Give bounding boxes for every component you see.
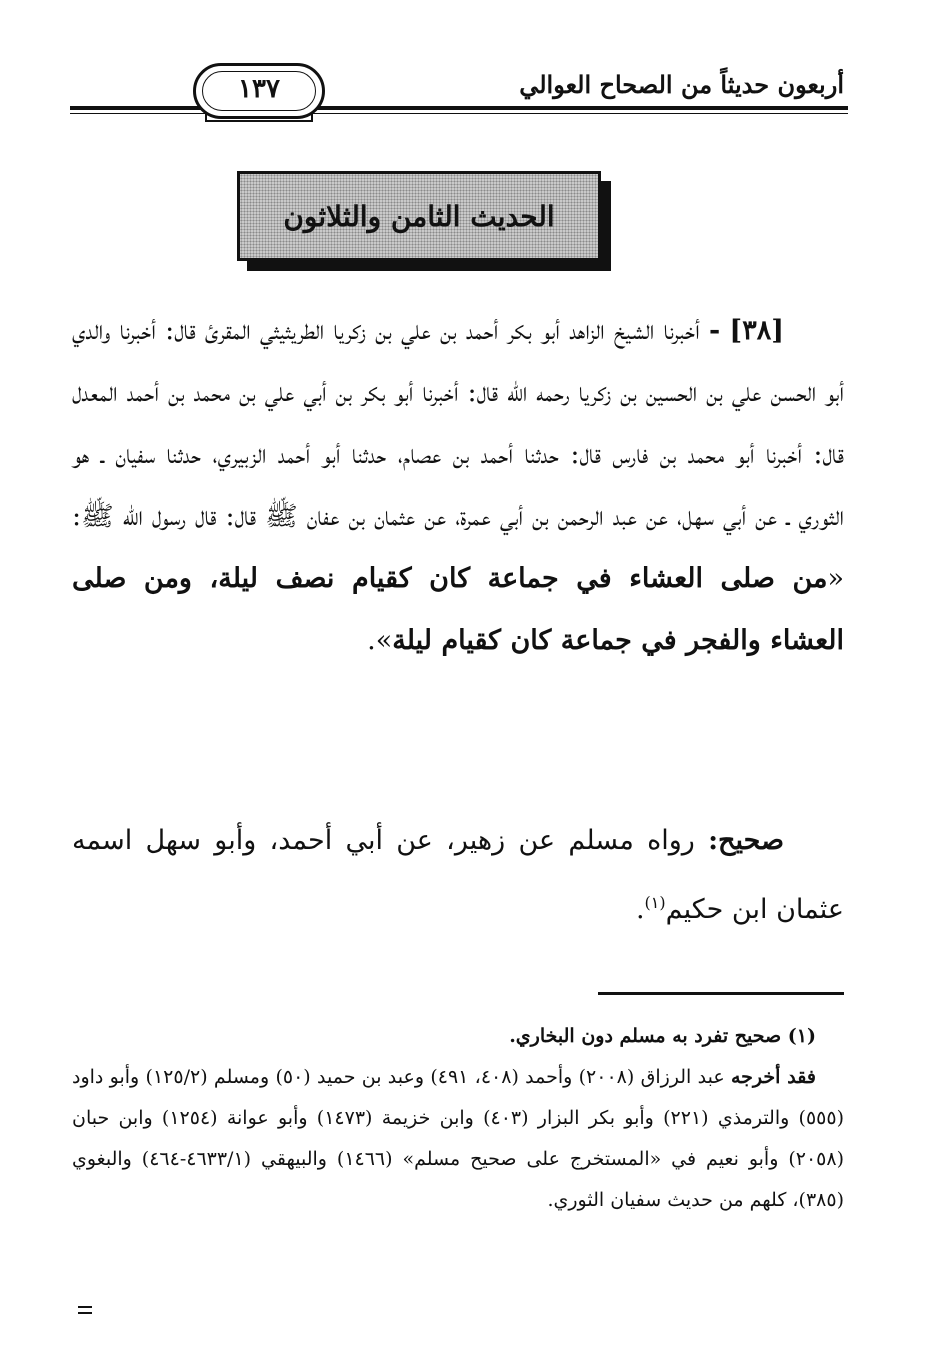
hadith-chain: أخبرنا الشيخ الزاهد أبو بكر أحمد بن علي بن زكريا الطريثيثي المقرئ قال: أخبرنا والدي أبو الحسن علي بن الحسين بن زكريا رحمه الله قال: أخبرنا أبو بكر بن أبي علي بن محمد بن أحمد المعدل قال: أخبرنا أبو محمد بن فارس قال: حدثنا أحمد بن عصام، حدثنا أبو أحمد الزبيري، حدثنا سفيان ـ هو الثوري ـ عن أبي سهل، عن عبد الرحمن بن أبي عمرة، عن عثمان بن عفان ﷺ قال: قال رسول الله ﷺ: — [72, 315, 844, 532]
hadith-text: من صلى العشاء في جماعة كان كقيام نصف ليلة، ومن صلى العشاء والفجر في جماعة كان كقيام ليلة — [72, 563, 844, 656]
page-end-mark — [78, 1306, 92, 1314]
hadith-dash: - — [708, 315, 721, 346]
footnote-heading: صحيح تفرد به مسلم دون البخاري. — [509, 1025, 782, 1047]
footnotes — [72, 1016, 844, 1221]
footnote-lead: فقد أخرجه — [730, 1066, 816, 1088]
section-title-box — [237, 171, 601, 261]
open-quote: « — [827, 563, 844, 594]
footnote-body — [72, 1057, 844, 1221]
footnote-marker: (١) — [787, 1025, 816, 1047]
page-number: ١٣٧ — [238, 74, 280, 104]
close-quote: ». — [367, 625, 393, 656]
verdict-text: رواه مسلم عن زهير، عن أبي أحمد، وأبو سهل اسمه عثمان ابن حكيم — [72, 825, 844, 925]
verdict-end: . — [635, 894, 645, 925]
footnote-separator — [598, 992, 844, 995]
footnote-reference[interactable]: (١) — [644, 893, 666, 912]
header-rule — [70, 106, 848, 110]
verdict-paragraph — [72, 810, 844, 941]
section-title: الحديث الثامن والثلاثون — [283, 199, 555, 233]
running-title: أربعون حديثاً من الصحاح العوالي — [519, 70, 844, 99]
footnote-text: عبد الرزاق (٢٠٠٨) وأحمد (٤٠٨، ٤٩١) وعبد بن حميد (٥٠) ومسلم (١٢٥/٢) وأبو داود (٥٥٥) والترمذي (٢٢١) وأبو بكر البزار (٤٠٣) وابن خزيمة (١٤٧٣) وأبو عوانة (١٢٥٤) وابن حبان (٢٠٥٨) وأبو نعيم في «المستخرج على صحيح مسلم» (١٤٦٦) والبيهقي (٤٦٣٣/١-٤٦٤) والبغوي (٣٨٥)، كلهم من حديث سفيان الثوري. — [72, 1066, 845, 1211]
footnote-heading-line — [72, 1016, 844, 1057]
verdict-label: صحيح: — [708, 825, 784, 856]
header-rule-thin — [70, 113, 848, 114]
hadith-number: [٣٨] — [729, 315, 784, 346]
hadith-paragraph — [72, 300, 844, 672]
page-number-badge — [193, 63, 325, 119]
